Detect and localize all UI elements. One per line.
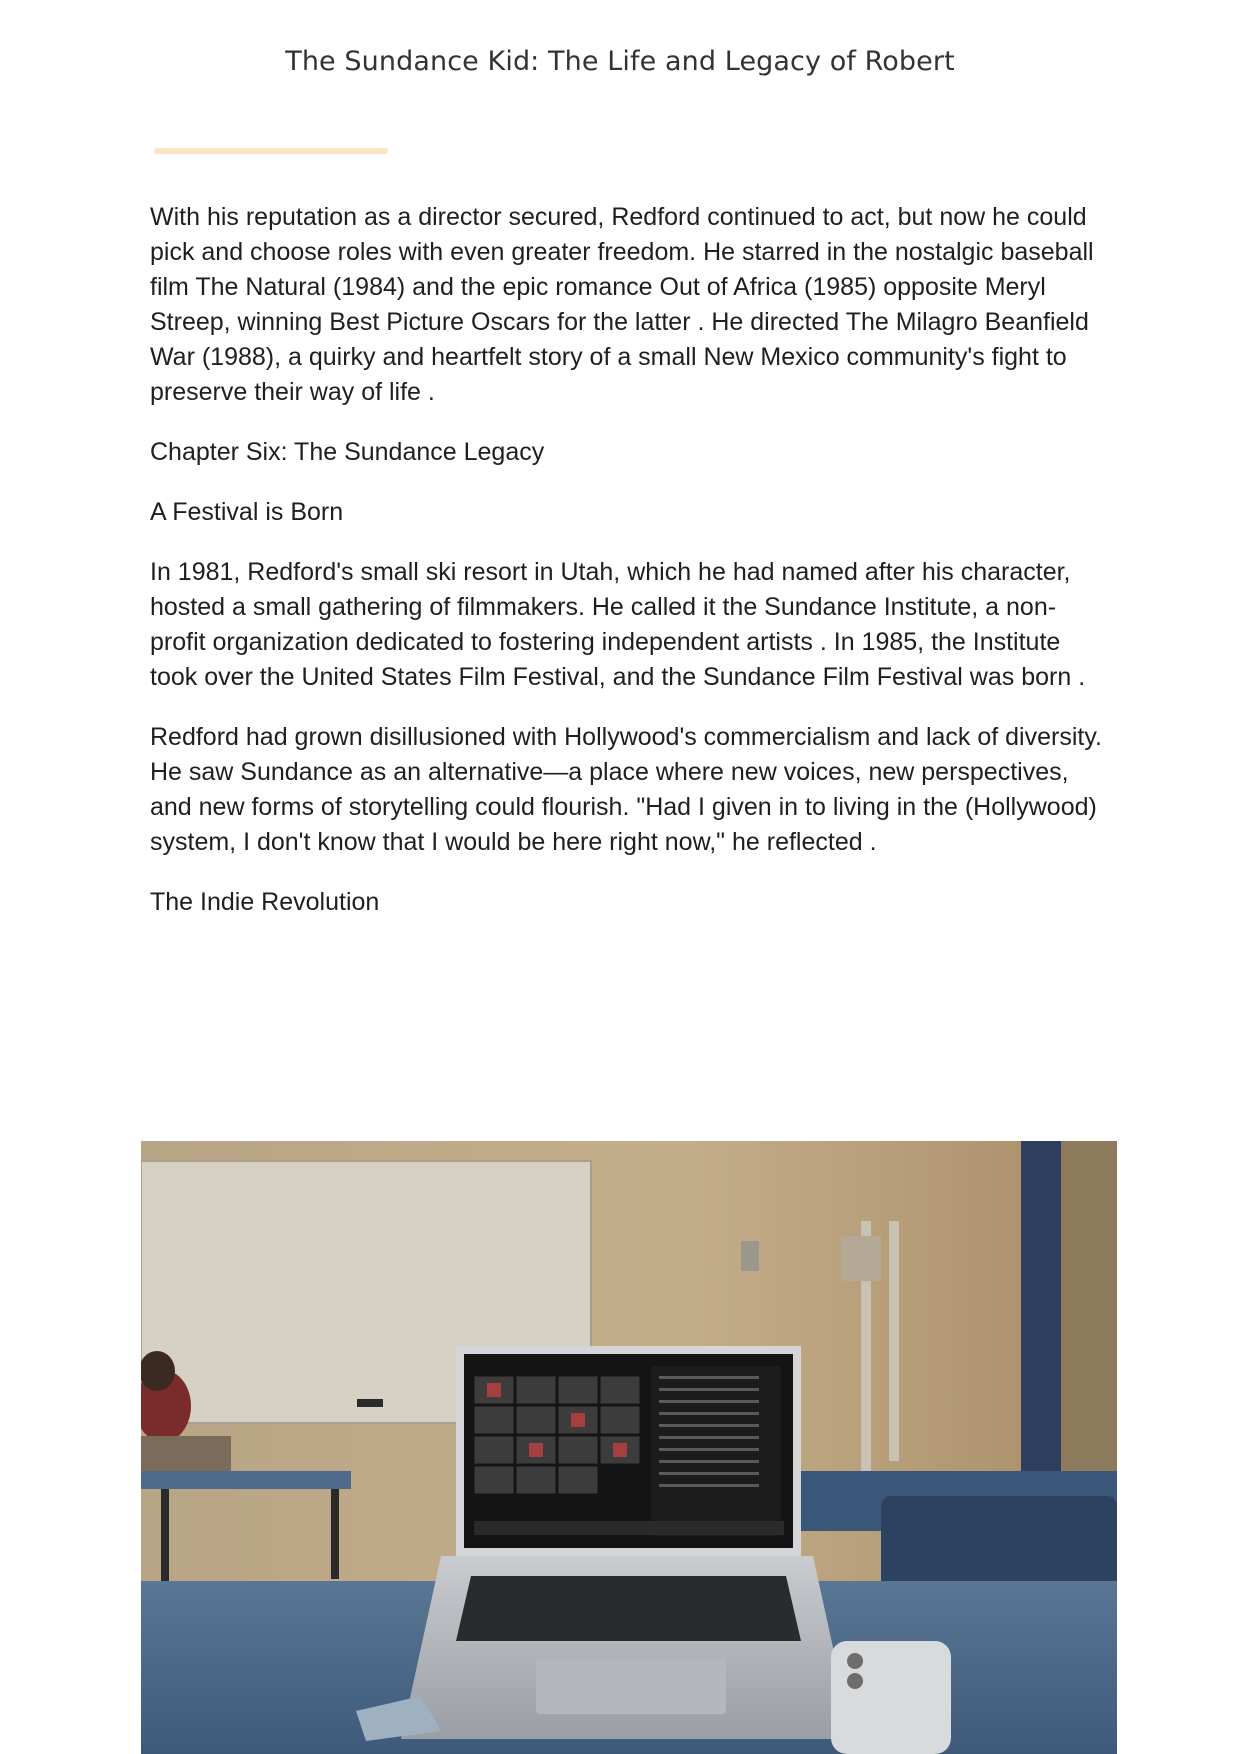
section-heading-festival: A Festival is Born <box>150 498 344 526</box>
chapter-heading: Chapter Six: The Sundance Legacy <box>150 438 545 466</box>
title-accent-divider <box>154 148 388 154</box>
section-heading-indie: The Indie Revolution <box>150 888 380 916</box>
article-body <box>150 200 1110 945</box>
paragraph-institute-founding: In 1981, Redford's small ski resort in Utah, which he had named after his character, hosted a small gathering of filmmakers. He called it the Sundance Institute, a non-profit organization dedicated to fostering independent artists . In 1985, the Institute took over the United States Film Festival, and the Sundance Film Festival was born . <box>150 558 1086 691</box>
photo-illustration <box>141 1141 1117 1754</box>
paragraph-directing-career: With his reputation as a director secured, Redford continued to act, but now he could pick and choose roles with even greater freedom. He starred in the nostalgic baseball film The Natural (1984) and the epic romance Out of Africa (1985) opposite Meryl Streep, winning Best Picture Oscars for the latter . He directed The Milagro Beanfield War (1988), a quirky and heartfelt story of a small New Mexico community's fight to preserve their way of life . <box>150 203 1094 406</box>
page-title: The Sundance Kid: The Life and Legacy of Robert <box>285 46 955 77</box>
paragraph-hollywood-disillusion: Redford had grown disillusioned with Hollywood's commercialism and lack of diversity. He saw Sundance as an alternative—a place where new voices, new perspectives, and new forms of storytelling could flourish. "Had I given in to living in the (Hollywood) system, I don't know that I would be here right now," he reflected . <box>150 723 1102 856</box>
classroom-laptop-photo <box>141 1141 1117 1754</box>
